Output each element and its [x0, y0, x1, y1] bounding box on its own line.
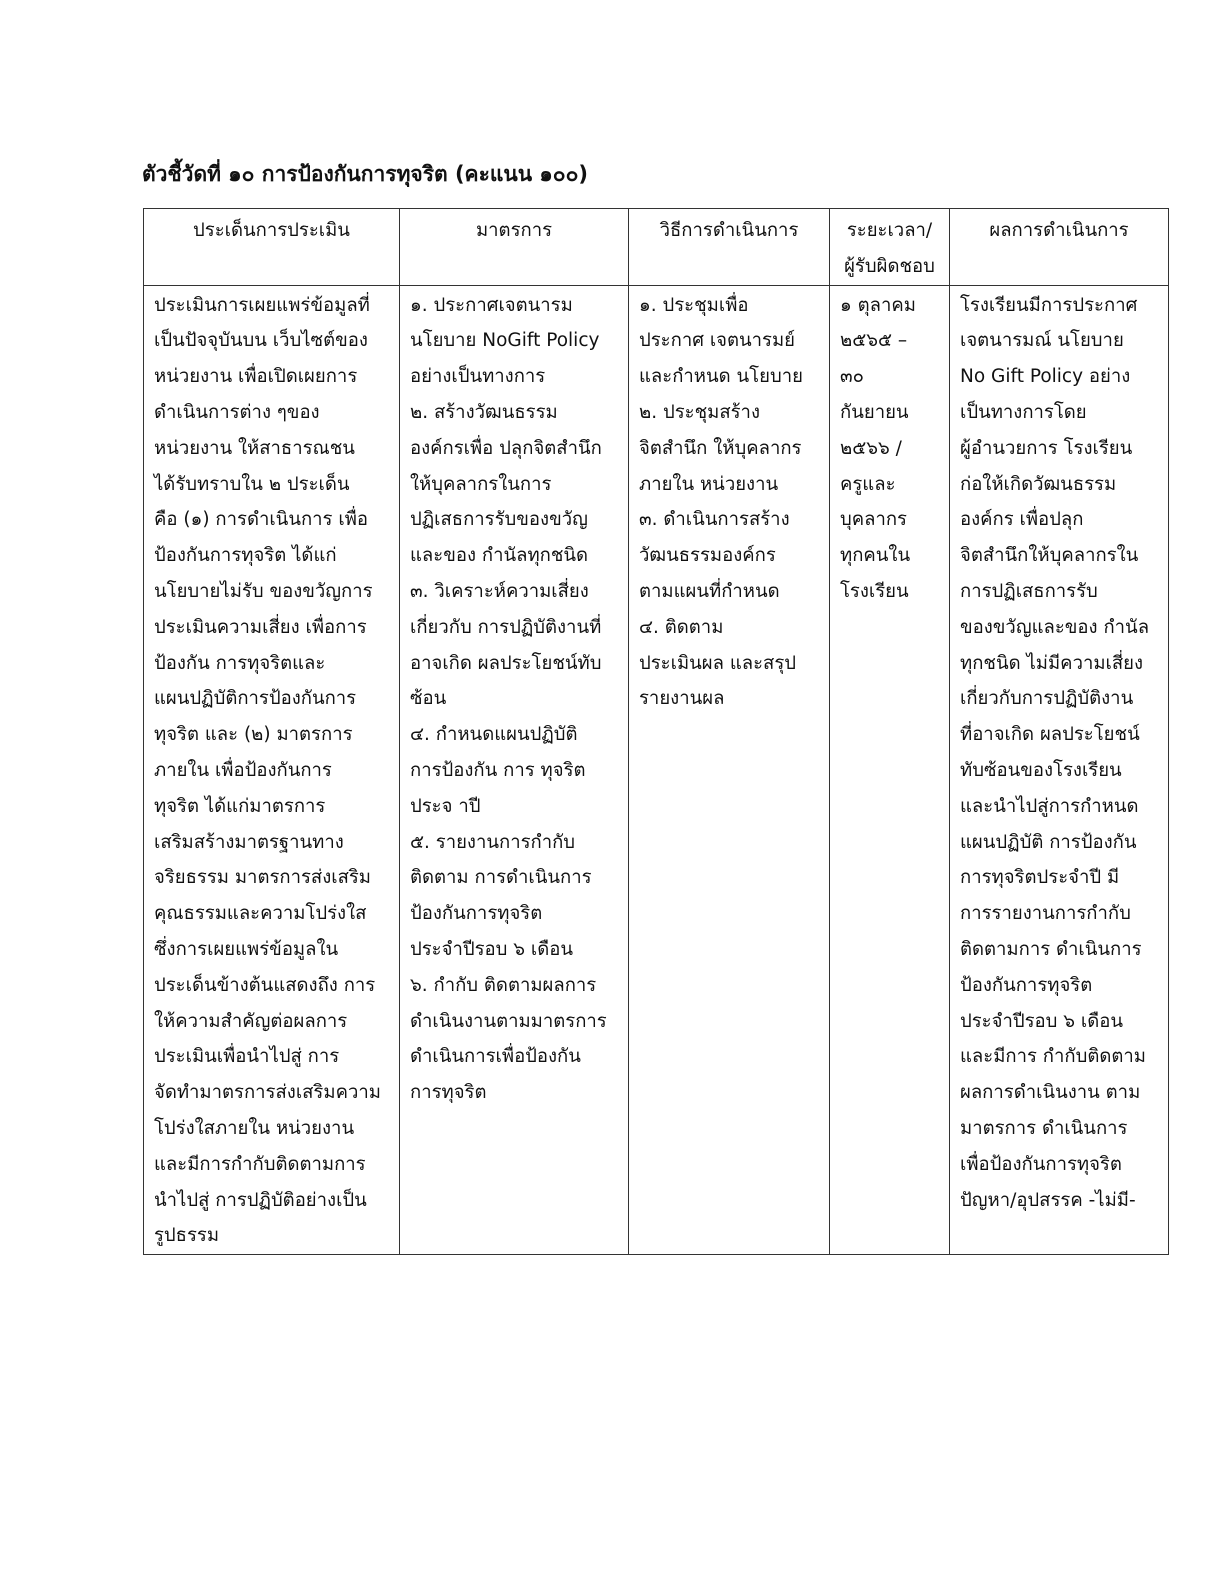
page-title: ตัวชี้วัดที่ ๑๐ การป้องกันการทุจริต (คะแนน ๑๐๐) — [142, 162, 588, 186]
cell-line: ๒๕๖๕ – — [840, 330, 908, 352]
cell-line: ๑. ประชุมเพื่อ — [639, 294, 749, 316]
cell-line: ๔. กำหนดแผนปฏิบัติ — [410, 724, 578, 746]
cell-line: กันยายน — [840, 401, 909, 423]
cell-line: มาตรการ ดำเนินการ — [960, 1117, 1128, 1139]
cell-line: จริยธรรม มาตรการส่งเสริม — [154, 867, 371, 889]
cell-line: และนำไปสู่การกำหนด — [960, 795, 1139, 817]
cell-line: การทุจริตประจำปี มี — [960, 867, 1120, 889]
cell-results — [950, 285, 1169, 1255]
header-line: ผู้รับผิดชอบ — [844, 255, 935, 277]
cell-line: ของขวัญและของ กำนัล — [960, 616, 1150, 638]
cell-line: โรงเรียนมีการประกาศ — [960, 294, 1138, 316]
cell-line: ป้องกันการทุจริต — [960, 974, 1093, 996]
cell-line: เกี่ยวกับ การปฏิบัติงานที่ — [410, 616, 602, 638]
cell-line: เพื่อป้องกันการทุจริต — [960, 1153, 1122, 1175]
cell-line: นโยบาย NoGift Policy — [410, 330, 600, 352]
cell-line: องค์กร เพื่อปลุก — [960, 509, 1084, 531]
cell-line: ป้องกันการทุจริต ได้แก่ — [154, 545, 337, 567]
cell-line: ๓. ดำเนินการสร้าง — [639, 509, 790, 531]
cell-line: ประจ าปี — [410, 795, 481, 817]
cell-measures — [400, 285, 629, 1255]
cell-line: หน่วยงาน เพื่อเปิดเผยการ — [154, 366, 358, 388]
cell-line: อย่างเป็นทางการ — [410, 366, 546, 388]
cell-line: นำไปสู่ การปฏิบัติอย่างเป็น — [154, 1189, 367, 1211]
cell-line: เป็นปัจจุบันบน เว็บไซต์ของ — [154, 330, 368, 352]
cell-line: คือ (๑) การดำเนินการ เพื่อ — [154, 509, 369, 531]
cell-line: ให้ความสำคัญต่อผลการ — [154, 1010, 348, 1032]
cell-line: ผลการดำเนินงาน ตาม — [960, 1082, 1141, 1104]
header-measures — [400, 209, 629, 286]
cell-line: วัฒนธรรมองค์กร — [639, 545, 776, 567]
cell-line: ให้บุคลากรในการ — [410, 473, 552, 495]
cell-line: เป็นทางการโดย — [960, 401, 1087, 423]
cell-line: เสริมสร้างมาตรฐานทาง — [154, 831, 344, 853]
cell-line: ที่อาจเกิด ผลประโยชน์ — [960, 724, 1140, 746]
cell-line: ๖. กำกับ ติดตามผลการ — [410, 974, 597, 996]
cell-line: ผู้อำนวยการ โรงเรียน — [960, 437, 1133, 459]
cell-line: ติดตามการ ดำเนินการ — [960, 938, 1142, 960]
cell-line: ได้รับทราบใน ๒ ประเด็น — [154, 473, 350, 495]
cell-line: ป้องกัน การทุจริตและ — [154, 652, 326, 674]
header-assessment-issue — [144, 209, 400, 286]
cell-line: ประจำปีรอบ ๖ เดือน — [960, 1010, 1123, 1032]
cell-period-responsible — [830, 285, 950, 1255]
cell-line: ๓๐ — [840, 366, 864, 388]
cell-line: การป้องกัน การ ทุจริต — [410, 759, 586, 781]
cell-line: จัดทำมาตรการส่งเสริมความ — [154, 1082, 381, 1104]
cell-line: โปร่งใสภายใน หน่วยงาน — [154, 1117, 355, 1139]
cell-line: ปฏิเสธการรับของขวัญ — [410, 509, 588, 531]
table-row — [144, 285, 1169, 1255]
header-results — [950, 209, 1169, 286]
cell-line: ครูและ — [840, 473, 896, 495]
cell-line: ติดตาม การดำเนินการ — [410, 867, 592, 889]
cell-line: เจตนารมณ์ นโยบาย — [960, 330, 1124, 352]
measures-table — [143, 208, 1169, 1255]
header-line: ระยะเวลา/ — [846, 220, 933, 241]
cell-line: การทุจริต — [410, 1082, 487, 1104]
cell-line: บุคลากร — [840, 509, 907, 531]
cell-line: ประเด็นข้างต้นแสดงถึง การ — [154, 974, 376, 996]
cell-line: โรงเรียน — [840, 580, 909, 602]
cell-line: แผนปฏิบัติ การป้องกัน — [960, 831, 1137, 853]
cell-line: ภายใน เพื่อป้องกันการ — [154, 759, 332, 781]
cell-line: นโยบายไม่รับ ของขวัญการ — [154, 580, 373, 602]
cell-line: จิตสำนึก ให้บุคลากร — [639, 437, 802, 459]
cell-line: ซึ่งการเผยแพร่ข้อมูลใน — [154, 938, 339, 960]
cell-line: และมีการกำกับติดตามการ — [154, 1153, 366, 1175]
cell-line: และของ กำนัลทุกชนิด — [410, 545, 589, 567]
cell-methods — [629, 285, 830, 1255]
cell-line: แผนปฏิบัติการป้องกันการ — [154, 688, 357, 710]
cell-line: ๑ ตุลาคม — [840, 294, 916, 316]
cell-line: ดำเนินงานตามมาตรการ — [410, 1010, 607, 1032]
cell-line: อาจเกิด ผลประโยชน์ทับ — [410, 652, 602, 674]
cell-line: ประเมินความเสี่ยง เพื่อการ — [154, 616, 367, 638]
cell-line: ทุกชนิด ไม่มีความเสี่ยง — [960, 652, 1144, 674]
cell-line: ประกาศ เจตนารมย์ — [639, 330, 796, 352]
header-line: ผลการดำเนินการ — [989, 220, 1129, 241]
table-header-row — [144, 209, 1169, 286]
cell-line: รายงานผล — [639, 688, 725, 710]
cell-line: ทุกคนใน — [840, 545, 911, 567]
cell-line: ๕. รายงานการกำกับ — [410, 831, 576, 853]
cell-line: ทุจริต และ (๒) มาตรการ — [154, 724, 353, 746]
cell-line: ประเมินเพื่อนำไปสู่ การ — [154, 1046, 340, 1068]
cell-line: การปฏิเสธการรับ — [960, 580, 1098, 602]
header-line: มาตรการ — [475, 220, 553, 241]
header-line: ประเด็นการประเมิน — [193, 220, 350, 241]
cell-line: ดำเนินการต่าง ๆของ — [154, 401, 320, 423]
cell-line: องค์กรเพื่อ ปลุกจิตสำนึก — [410, 437, 602, 459]
cell-line: คุณธรรมและความโปร่งใส — [154, 903, 367, 925]
cell-assessment-issue — [144, 285, 400, 1255]
cell-line: ป้องกันการทุจริต — [410, 903, 543, 925]
cell-line: ๔. ติดตาม — [639, 616, 724, 638]
cell-line: ๑. ประกาศเจตนารม — [410, 294, 573, 316]
header-period-responsible — [830, 209, 950, 286]
cell-line: No Gift Policy อย่าง — [960, 366, 1131, 388]
cell-line: ภายใน หน่วยงาน — [639, 473, 779, 495]
cell-line: ตามแผนที่กำหนด — [639, 580, 780, 602]
cell-line: ดำเนินการเพื่อป้องกัน — [410, 1046, 581, 1068]
cell-line: ประจำปีรอบ ๖ เดือน — [410, 938, 573, 960]
cell-line: และกำหนด นโยบาย — [639, 366, 803, 388]
cell-line: ประเมินผล และสรุป — [639, 652, 797, 674]
cell-line: ๓. วิเคราะห์ความเสี่ยง — [410, 580, 589, 602]
cell-line: ทับซ้อนของโรงเรียน — [960, 759, 1122, 781]
header-line: วิธีการดำเนินการ — [659, 220, 799, 241]
cell-line: ปัญหา/อุปสรรค -ไม่มี- — [960, 1189, 1136, 1211]
cell-line: ซ้อน — [410, 688, 447, 710]
header-methods — [629, 209, 830, 286]
cell-line: การรายงานการกำกับ — [960, 903, 1131, 925]
cell-line: ๒. ประชุมสร้าง — [639, 401, 760, 423]
cell-line: ๒. สร้างวัฒนธรรม — [410, 401, 558, 423]
cell-line: ประเมินการเผยแพร่ข้อมูลที่ — [154, 294, 370, 316]
cell-line: เกี่ยวกับการปฏิบัติงาน — [960, 688, 1134, 710]
cell-line: จิตสำนึกให้บุคลากรใน — [960, 545, 1139, 567]
cell-line: หน่วยงาน ให้สาธารณชน — [154, 437, 355, 459]
cell-line: และมีการ กำกับติดตาม — [960, 1046, 1146, 1068]
cell-line: ๒๕๖๖ / — [840, 437, 902, 459]
cell-line: ก่อให้เกิดวัฒนธรรม — [960, 473, 1117, 495]
cell-line: ทุจริต ได้แก่มาตรการ — [154, 795, 326, 817]
cell-line: รูปธรรม — [154, 1225, 220, 1247]
